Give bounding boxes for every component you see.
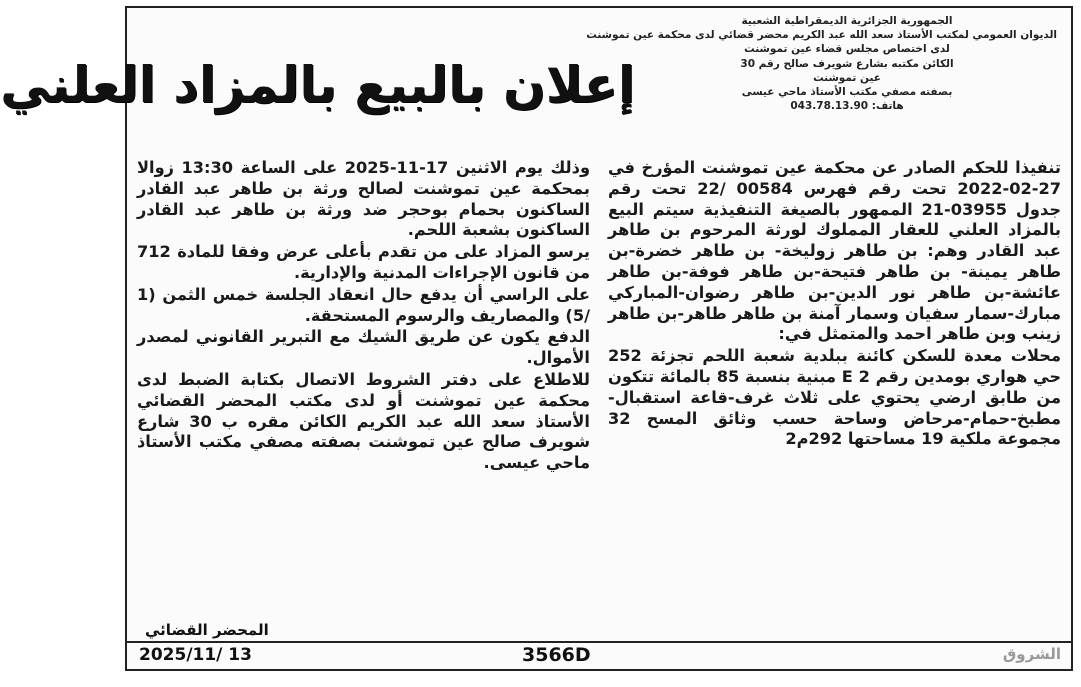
newspaper-logo: الشروق xyxy=(1002,645,1061,663)
ad-code: 3566D xyxy=(522,644,591,666)
left-paragraph-cheque: الدفع يكون عن طريق الشيك مع التبرير القانوني لمصدر الأموال. xyxy=(137,327,590,368)
publication-date: 2025/11/ 13 xyxy=(139,645,252,665)
masthead-line-phone: هاتف: 043.78.13.90 xyxy=(790,100,904,113)
footer xyxy=(127,641,1071,669)
body-columns xyxy=(137,158,1061,608)
announcement-page xyxy=(0,6,1073,671)
left-paragraph-session: وذلك يوم الاثنين 17-11-2025 على الساعة 13:30 زوالا بمحكمة عين تموشنت لصالح ورثة بن طاهر عبد القادر الساكنون بحمام بوحجر ضد ورثة بن طاهر عبد القادر الساكنون بشعبة اللحم. xyxy=(137,158,591,240)
masthead-line-office: الديوان العمومي لمكتب الأستاذ سعد الله عبد الكريم محضر قضائي لدى محكمة عين تموشنت xyxy=(586,29,1057,42)
masthead-line-jurisdiction: لدى اختصاص مجلس قضاء عين تموشنت xyxy=(744,43,950,56)
right-column xyxy=(608,158,1061,608)
left-paragraph-conditions: للاطلاع على دفتر الشروط الاتصال بكتابة الضبط لدى محكمة عين تموشنت أو لدى مكتب المحضر القضائي الأستاذ سعد الله عبد الكريم الكائن مقره ب 30 شارع شويرف صالح عين تموشنت بصفته مصفي مكتب الأستاذ ماحي عيسى. xyxy=(137,369,590,473)
signature: المحضر القضائي xyxy=(145,621,269,639)
masthead-line-address: الكائن مكتبه بشارع شويرف صالح رقم 30 xyxy=(740,57,954,70)
left-paragraph-bid: يرسو المزاد على من تقدم بأعلى عرض وفقا للمادة 712 من قانون الإجراءات المدنية والإدارية. xyxy=(137,242,590,282)
bailiff-masthead xyxy=(586,14,1057,113)
left-column xyxy=(137,158,590,608)
right-paragraph-property: محلات معدة للسكن كائنة ببلدية شعبة اللحم تجزئة 252 حي هواري بومدين رقم 2 E مبنية بنسبة 85 بالمائة تتكون من طابق ارضي يحتوي على ثلاث غرف-قاعة استقبال-مطبخ-حمام-مرحاض وساحة حسب وثائق المسح 32 مجموعة ملكية 19 مساحتها 292م2 xyxy=(608,346,1061,449)
left-paragraph-payment-fifth: على الراسي أن يدفع حال انعقاد الجلسة خمس الثمن (1 /5) والمصاريف والرسوم المستحقة. xyxy=(137,284,590,325)
masthead-line-liquidator: بصفته مصفي مكتب الأستاذ ماحي عيسى xyxy=(741,86,953,99)
page-title: إعلان بالبيع بالمزاد العلني xyxy=(0,56,635,114)
header xyxy=(0,14,1071,148)
masthead-line-city: عين تموشنت xyxy=(813,71,881,84)
masthead-line-republic: الجمهورية الجزائرية الديمقراطية الشعبية xyxy=(741,15,953,27)
right-paragraph-judgment: تنفيذا للحكم الصادر عن محكمة عين تموشنت المؤرخ في 27-02-2022 تحت رقم فهرس 00584 /22 تحت رقم جدول 03955-21 الممهور بالصيغة التنفيذية سيتم البيع بالمزاد العلني للعقار المملوك لورثة المرحوم بن طاهر عبد القادر وهم: بن طاهر زوليخة- بن طاهر خضرة-بن طاهر يمينة- بن طاهر فتيحة-بن طاهر فوفة-بن طاهر عائشة-بن طاهر نور الدين-بن طاهر رضوان-المباركي مبارك-سمار سفيان وسمار آمنة بن طاهر طاهر-بن طاهر زينب وبن طاهر احمد والمتمثل في: xyxy=(608,158,1061,344)
